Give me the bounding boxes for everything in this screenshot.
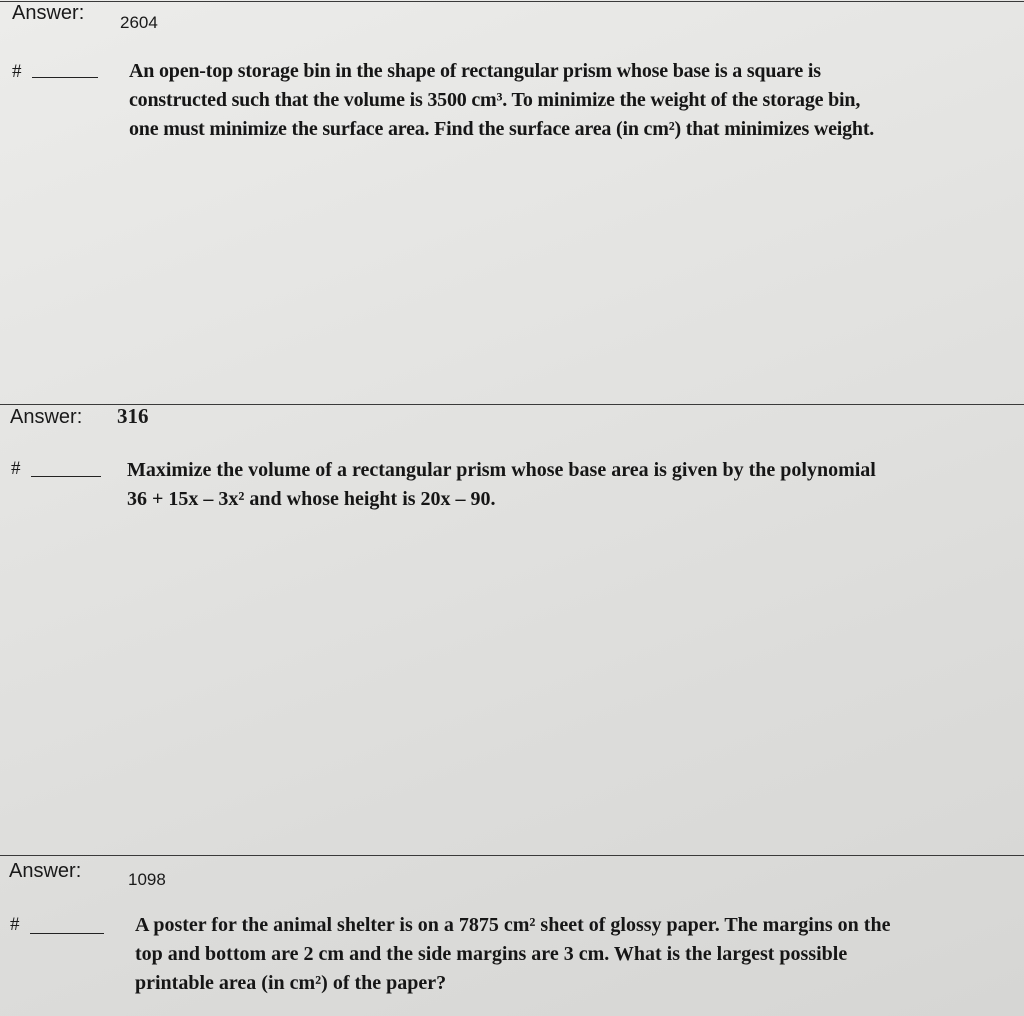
problem-line: printable area (in cm²) of the paper? <box>135 972 447 994</box>
problem-line: constructed such that the volume is 3500 cm³. To minimize the weight of the storage bin, <box>129 89 861 111</box>
problem-line: A poster for the animal shelter is on a 7875 cm² sheet of glossy paper. The margins on the <box>135 914 891 936</box>
problem-line: one must minimize the surface area. Find the surface area (in cm²) that minimizes weight. <box>129 118 875 140</box>
problem-number-blank <box>31 476 101 477</box>
section-divider-top <box>0 1 1024 2</box>
problem-line: 36 + 15x – 3x² and whose height is 20x – 90. <box>127 488 496 510</box>
problem-line: An open-top storage bin in the shape of rectangular prism whose base is a square is <box>129 60 821 82</box>
problem-number-marker: # <box>12 61 22 82</box>
problem-number-blank <box>30 933 104 934</box>
answer-label: Answer: <box>10 406 83 428</box>
problem-number-marker: # <box>11 458 21 479</box>
answer-value: 2604 <box>120 13 158 32</box>
answer-value: 316 <box>117 404 149 428</box>
answer-value: 1098 <box>128 870 166 889</box>
problem-number-marker: # <box>10 914 20 935</box>
problem-text <box>135 911 890 998</box>
answer-label: Answer: <box>9 860 82 882</box>
section-divider <box>0 855 1024 856</box>
section-divider <box>0 404 1024 405</box>
problem-number-blank <box>32 77 98 78</box>
problem-text <box>129 57 874 144</box>
problem-text <box>127 456 876 514</box>
answer-label: Answer: <box>12 2 85 24</box>
problem-line: Maximize the volume of a rectangular prism whose base area is given by the polynomial <box>127 459 876 481</box>
problem-line: top and bottom are 2 cm and the side margins are 3 cm. What is the largest possible <box>135 943 848 965</box>
